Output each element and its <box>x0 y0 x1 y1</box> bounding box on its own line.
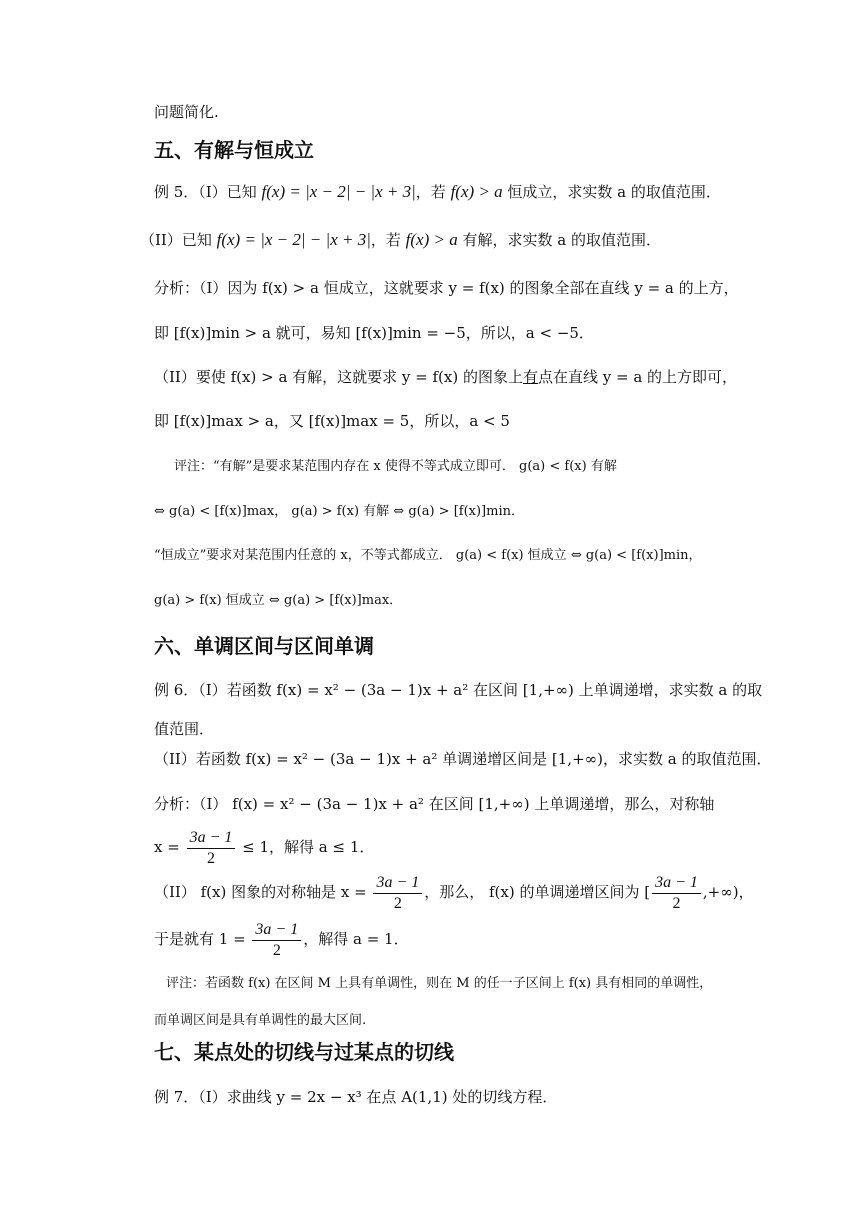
text-span: （II）已知 <box>140 231 217 249</box>
text-span: ，若 <box>415 183 451 201</box>
example-5-part1 <box>154 181 721 203</box>
fraction-denominator: 2 <box>393 894 402 912</box>
text-span: 恒成立，求实数 a 的取值范围． <box>502 183 721 201</box>
section-heading-5: 五、有解与恒成立 <box>154 138 314 162</box>
fraction <box>652 873 701 914</box>
analysis6-line-4 <box>154 918 409 961</box>
fraction-denominator: 2 <box>206 849 215 867</box>
example-6-part1-cont: 值范围． <box>154 720 215 738</box>
fraction-numerator: 3a − 1 <box>652 873 701 894</box>
text-line: 问题简化. <box>154 103 219 121</box>
math-span: f(x) = |x − 2| − |x + 3| <box>261 182 416 201</box>
note-line-3: “恒成立”要求对某范围内任意的 x，不等式都成立． g(a) < f(x) 恒成立 ⇔ g(a) < [f(x)]min， <box>154 548 702 563</box>
text-span: ≤ 1，解得 a ≤ 1． <box>237 838 375 856</box>
math-span: f(x) = |x − 2| − |x + 3| <box>216 230 371 249</box>
text-span: 于是就有 1 = <box>154 930 251 948</box>
note-line-4: g(a) > f(x) 恒成立 ⇔ g(a) > [f(x)]max． <box>154 593 403 608</box>
text-span: x = <box>154 838 185 856</box>
analysis-line-1: 分析：（I）因为 f(x) > a 恒成立，这就要求 y = f(x) 的图象全部在直线 y = a 的上方， <box>154 279 739 297</box>
example-6-part1: 例 6．（I）若函数 f(x) = x² − (3a − 1)x + a² 在区间 [1,+∞) 上单调递增，求实数 a 的取 <box>154 681 763 699</box>
example-7-part1: 例 7．（I）求曲线 y = 2x − x³ 在点 A(1,1) 处的切线方程． <box>154 1088 558 1106</box>
text-span: ，若 <box>370 231 406 249</box>
analysis6-line-2 <box>154 826 374 869</box>
text-span: ,+∞)， <box>702 883 754 901</box>
fraction-denominator: 2 <box>272 941 281 959</box>
section-heading-6: 六、单调区间与区间单调 <box>154 634 374 658</box>
math-span: f(x) > a <box>405 230 458 249</box>
note-line-2: ⇔ g(a) < [f(x)]max， g(a) > f(x) 有解 ⇔ g(a) > [f(x)]min． <box>154 504 524 519</box>
note6-line-2: 而单调区间是具有单调性的最大区间. <box>154 1013 367 1028</box>
example-6-part2: （II）若函数 f(x) = x² − (3a − 1)x + a² 单调递增区间是 [1,+∞)，求实数 a 的取值范围． <box>154 750 772 768</box>
text-span: （II）要使 f(x) > a 有解，这就要求 y = f(x) 的图象上 <box>154 368 523 386</box>
fraction <box>373 873 422 914</box>
analysis-line-3 <box>154 366 737 388</box>
fraction <box>252 920 301 961</box>
text-span: 有解，求实数 a 的取值范围． <box>457 231 661 249</box>
underlined-text: 有 <box>522 368 538 386</box>
text-span: （II） f(x) 图象的对称轴是 x = <box>154 883 372 901</box>
section-heading-7: 七、某点处的切线与过某点的切线 <box>154 1040 454 1064</box>
text-span: 例 5．（I）已知 <box>154 183 262 201</box>
fraction-numerator: 3a − 1 <box>373 873 422 894</box>
analysis-line-4: 即 [f(x)]max > a，又 [f(x)]max = 5，所以，a < 5 <box>154 412 510 430</box>
fraction-numerator: 3a − 1 <box>252 920 301 941</box>
analysis6-line-1: 分析：（I） f(x) = x² − (3a − 1)x + a² 在区间 [1,+∞) 上单调递增，那么，对称轴 <box>154 795 715 813</box>
note6-line-1: 评注：若函数 f(x) 在区间 M 上具有单调性，则在 M 的任一子区间上 f(x) 具有相同的单调性， <box>166 976 713 991</box>
note-line-1: 评注：“有解”是要求某范围内存在 x 使得不等式成立即可． g(a) < f(x) 有解 <box>174 459 617 474</box>
fraction-denominator: 2 <box>672 894 681 912</box>
analysis6-line-3 <box>154 871 754 914</box>
math-span: f(x) > a <box>450 182 503 201</box>
example-5-part2 <box>140 229 661 251</box>
text-span: ，那么， f(x) 的单调递增区间为 [ <box>424 883 651 901</box>
fraction-numerator: 3a − 1 <box>187 828 236 849</box>
text-span: ，解得 a = 1． <box>303 930 409 948</box>
fraction <box>187 828 236 869</box>
analysis-line-2: 即 [f(x)]min > a 就可，易知 [f(x)]min = −5，所以，a < −5． <box>154 324 594 342</box>
text-span: 点在直线 y = a 的上方即可， <box>538 368 738 386</box>
